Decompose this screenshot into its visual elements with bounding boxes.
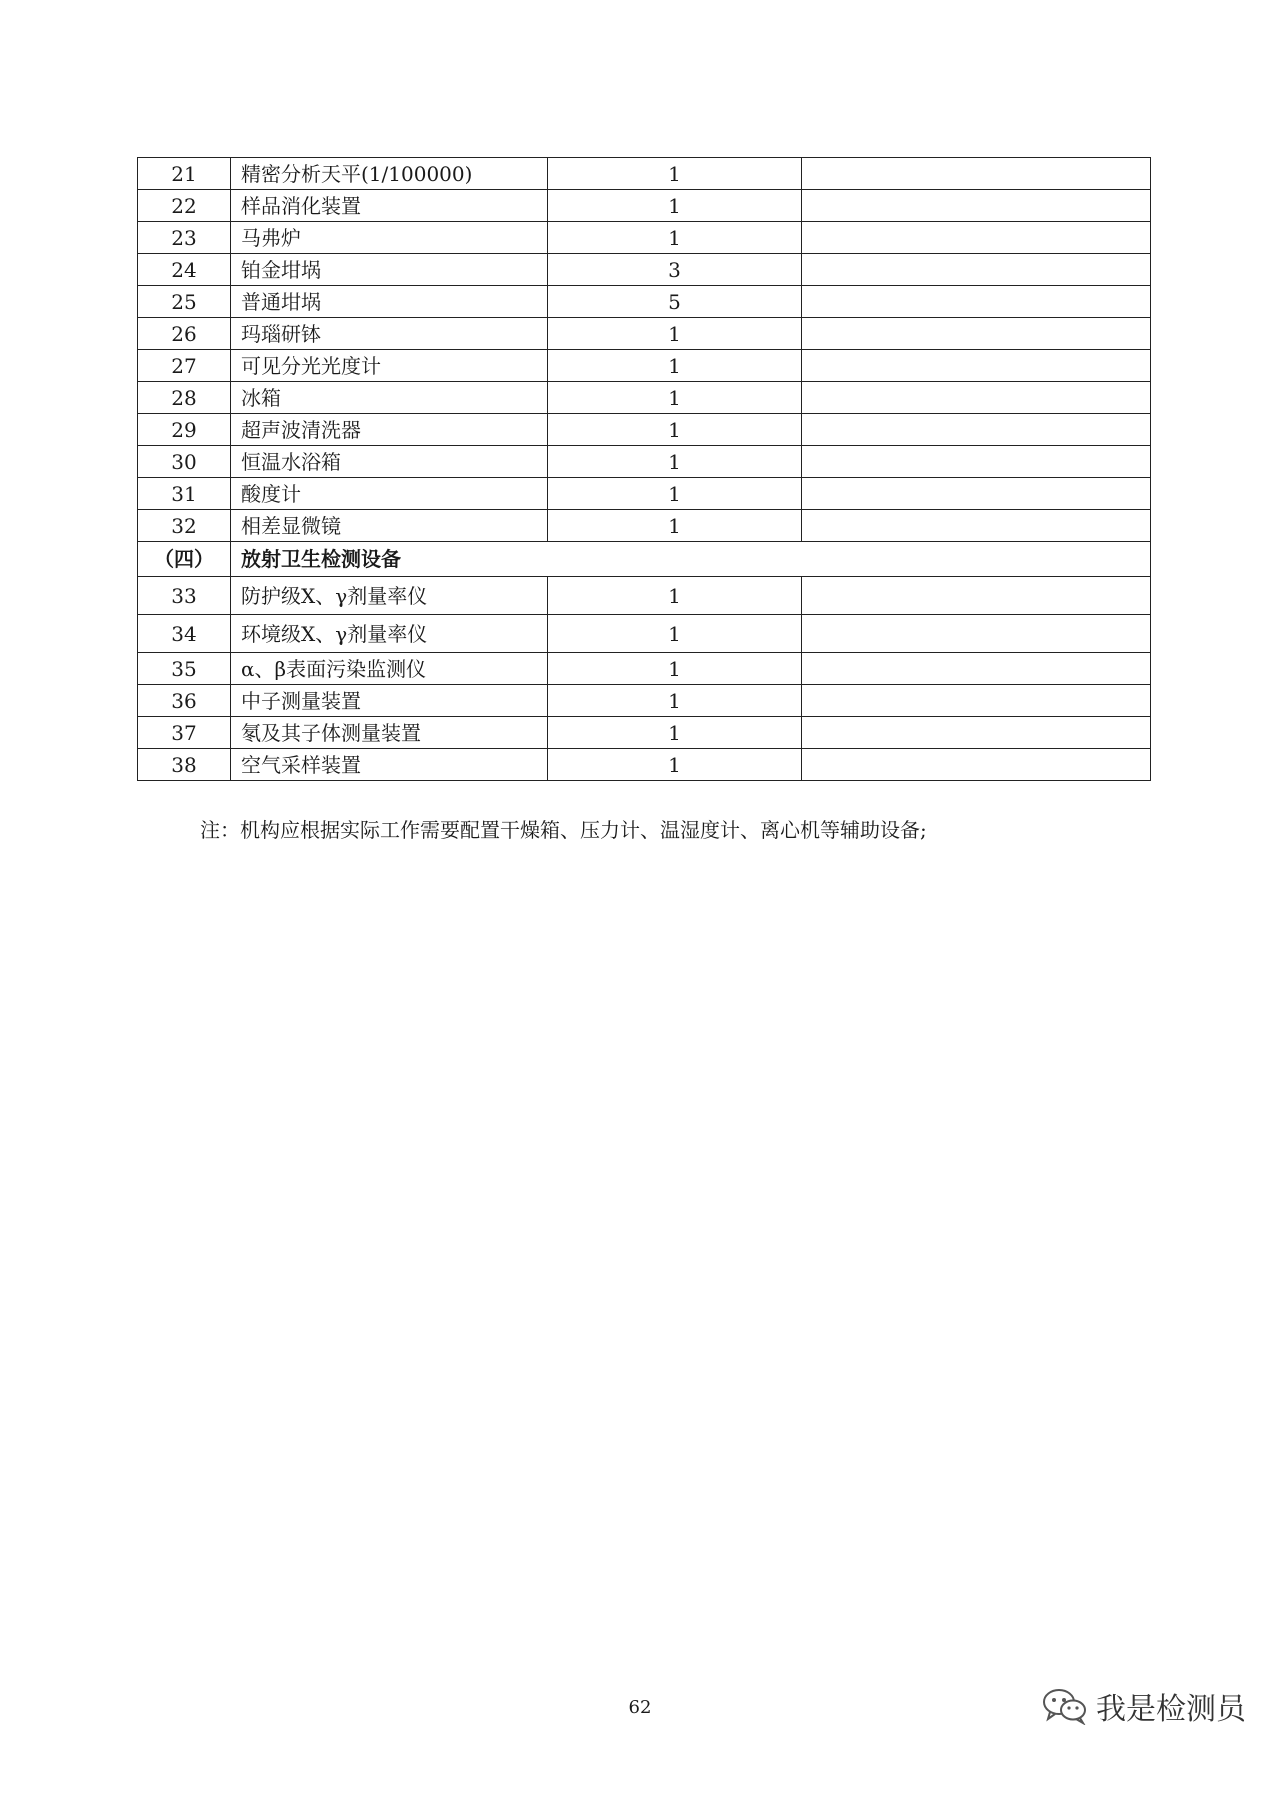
row-number: 30 [138,446,231,478]
equipment-quantity: 1 [548,577,802,615]
equipment-quantity: 1 [548,653,802,685]
equipment-quantity: 1 [548,350,802,382]
row-number: 36 [138,685,231,717]
section-header-row [138,542,1151,577]
row-number: 23 [138,222,231,254]
equipment-name: 铂金坩埚 [231,254,548,286]
equipment-quantity: 1 [548,510,802,542]
row-number: 21 [138,158,231,190]
equipment-name: 玛瑙研钵 [231,318,548,350]
row-number: 28 [138,382,231,414]
equipment-remark [802,414,1151,446]
table-row [138,318,1151,350]
table-row [138,577,1151,615]
equipment-quantity: 1 [548,414,802,446]
equipment-name: 冰箱 [231,382,548,414]
equipment-quantity: 3 [548,254,802,286]
equipment-name: 酸度计 [231,478,548,510]
row-number: 24 [138,254,231,286]
equipment-quantity: 1 [548,382,802,414]
equipment-remark [802,286,1151,318]
footnote: 注：机构应根据实际工作需要配置干燥箱、压力计、温湿度计、离心机等辅助设备; [200,818,927,842]
equipment-remark [802,478,1151,510]
row-number: 31 [138,478,231,510]
equipment-remark [802,350,1151,382]
equipment-name: 超声波清洗器 [231,414,548,446]
equipment-remark [802,190,1151,222]
table-row [138,158,1151,190]
equipment-name: 马弗炉 [231,222,548,254]
section-title: 放射卫生检测设备 [231,542,1151,577]
equipment-remark [802,615,1151,653]
watermark-text: 我是检测员 [1096,1692,1246,1727]
equipment-name: 相差显微镜 [231,510,548,542]
row-number: 27 [138,350,231,382]
equipment-name: 恒温水浴箱 [231,446,548,478]
equipment-quantity: 1 [548,717,802,749]
equipment-remark [802,446,1151,478]
equipment-remark [802,577,1151,615]
table-row [138,414,1151,446]
table-row [138,717,1151,749]
equipment-remark [802,222,1151,254]
table-row [138,615,1151,653]
equipment-quantity: 5 [548,286,802,318]
table-row [138,446,1151,478]
row-number: 32 [138,510,231,542]
page-number: 62 [628,1697,652,1718]
watermark [1042,1684,1246,1728]
equipment-name: 防护级X、γ剂量率仪 [231,577,548,615]
wechat-icon [1042,1687,1088,1725]
equipment-name: 空气采样装置 [231,749,548,781]
equipment-name: 可见分光光度计 [231,350,548,382]
equipment-table-body [138,158,1151,781]
section-number: （四） [138,542,231,577]
equipment-name: 中子测量装置 [231,685,548,717]
row-number: 37 [138,717,231,749]
row-number: 38 [138,749,231,781]
equipment-name: 精密分析天平(1/100000) [231,158,548,190]
table-row [138,350,1151,382]
equipment-name: 普通坩埚 [231,286,548,318]
equipment-quantity: 1 [548,222,802,254]
table-row [138,653,1151,685]
equipment-remark [802,685,1151,717]
equipment-quantity: 1 [548,478,802,510]
equipment-quantity: 1 [548,615,802,653]
equipment-remark [802,717,1151,749]
equipment-remark [802,254,1151,286]
row-number: 35 [138,653,231,685]
table-row [138,749,1151,781]
row-number: 25 [138,286,231,318]
equipment-remark [802,158,1151,190]
equipment-quantity: 1 [548,318,802,350]
equipment-quantity: 1 [548,446,802,478]
equipment-quantity: 1 [548,749,802,781]
equipment-name: 氡及其子体测量装置 [231,717,548,749]
equipment-name: 样品消化装置 [231,190,548,222]
table-row [138,382,1151,414]
table-row [138,685,1151,717]
row-number: 22 [138,190,231,222]
table-row [138,190,1151,222]
table-row [138,222,1151,254]
equipment-remark [802,653,1151,685]
table-row [138,510,1151,542]
equipment-name: 环境级X、γ剂量率仪 [231,615,548,653]
equipment-remark [802,382,1151,414]
row-number: 26 [138,318,231,350]
equipment-quantity: 1 [548,685,802,717]
equipment-quantity: 1 [548,158,802,190]
row-number: 29 [138,414,231,446]
row-number: 33 [138,577,231,615]
equipment-remark [802,749,1151,781]
row-number: 34 [138,615,231,653]
equipment-quantity: 1 [548,190,802,222]
equipment-name: α、β表面污染监测仪 [231,653,548,685]
equipment-remark [802,510,1151,542]
table-row [138,286,1151,318]
table-row [138,254,1151,286]
equipment-table [137,157,1151,781]
equipment-remark [802,318,1151,350]
table-row [138,478,1151,510]
